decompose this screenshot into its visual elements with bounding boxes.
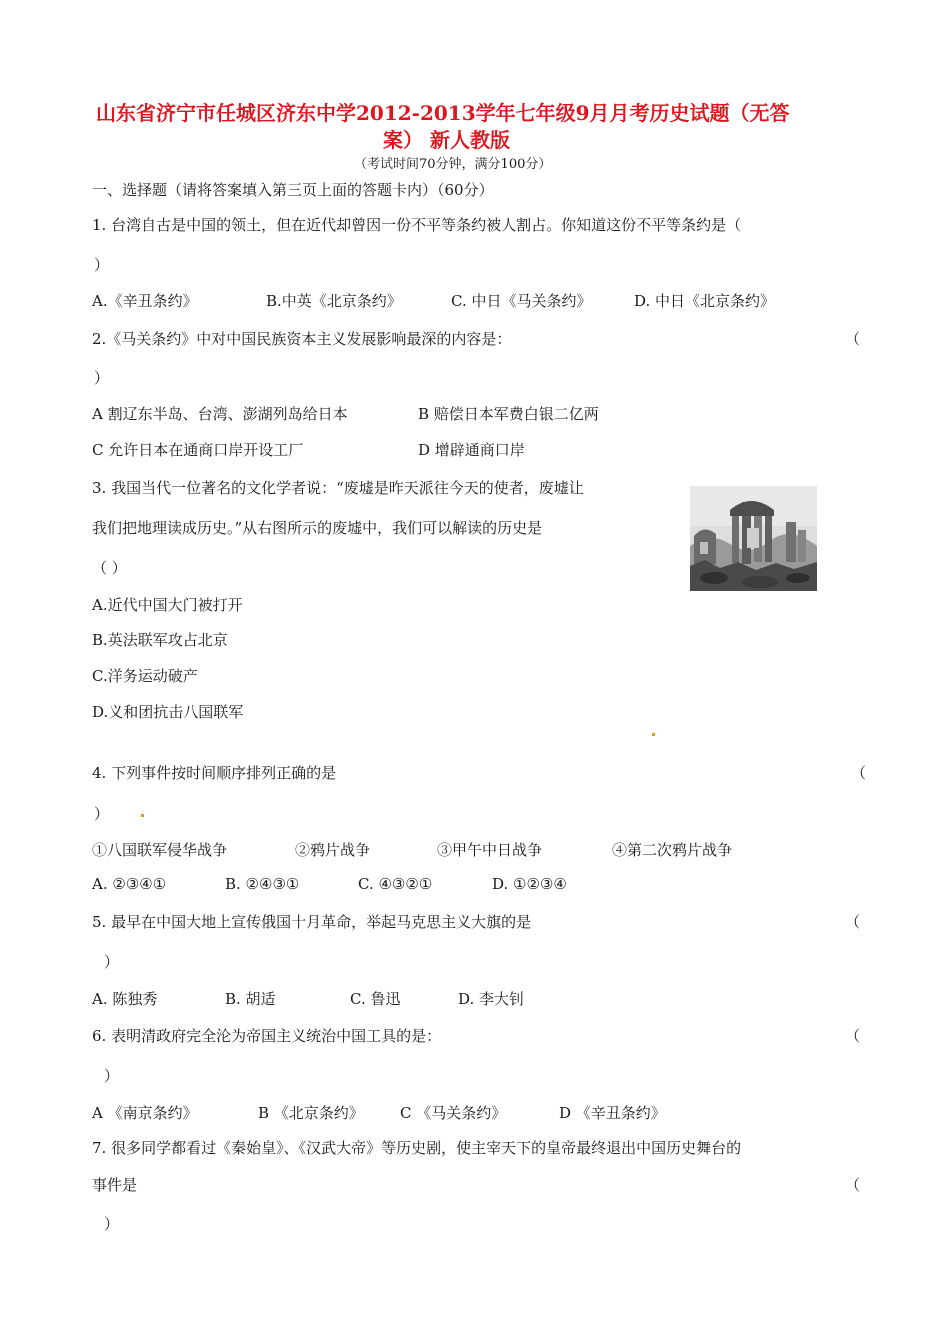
question-3-stem-line1: 3. 我国当代一位著名的文化学者说：“废墟是昨天派往今天的使者，废墟让 xyxy=(92,479,584,497)
question-7-open: （ xyxy=(845,1176,861,1194)
exam-info: （考试时间70分钟，满分100分） xyxy=(354,157,552,172)
question-5-open: （ xyxy=(845,913,861,931)
question-6-option-a: A 《南京条约》 xyxy=(92,1104,198,1122)
doc-title-line2: 案） 新人教版 xyxy=(383,128,510,152)
question-4-event-4: ④第二次鸦片战争 xyxy=(612,841,733,859)
question-7-stem-line1: 7. 很多同学都看过《秦始皇》、《汉武大帝》等历史剧，使主宰天下的皇帝最终退出中国历史舞台的 xyxy=(92,1139,742,1157)
question-2-option-c: C 允许日本在通商口岸开设工厂 xyxy=(92,441,304,459)
question-6-option-d: D 《辛丑条约》 xyxy=(559,1104,666,1122)
question-4-option-c: C. ④③②① xyxy=(358,875,433,893)
question-6-option-c: C 《马关条约》 xyxy=(400,1104,507,1122)
question-1-option-b: B.中英《北京条约》 xyxy=(266,292,402,310)
question-7-close: ） xyxy=(104,1215,120,1233)
question-2-stem: 2.《马关条约》中对中国民族资本主义发展影响最深的内容是： xyxy=(92,330,512,348)
question-5-option-a: A. 陈独秀 xyxy=(92,990,158,1008)
question-4-option-a: A. ②③④① xyxy=(92,875,167,893)
question-2-option-a: A 割辽东半岛、台湾、澎湖列岛给日本 xyxy=(92,405,348,423)
question-4-event-1: ①八国联军侵华战争 xyxy=(92,841,228,859)
question-2-option-b: B 赔偿日本军费白银二亿两 xyxy=(418,405,599,423)
question-2-option-d: D 增辟通商口岸 xyxy=(418,441,525,459)
question-5-option-b: B. 胡适 xyxy=(225,990,276,1008)
question-7-stem-line2: 事件是 xyxy=(92,1176,138,1194)
question-4-event-3: ③甲午中日战争 xyxy=(437,841,543,859)
ruins-illustration xyxy=(690,486,817,591)
question-2-open: （ xyxy=(845,330,861,348)
question-1-option-a: A.《辛丑条约》 xyxy=(92,292,198,310)
ruins-photo xyxy=(690,486,817,591)
question-6-stem: 6. 表明清政府完全沦为帝国主义统治中国工具的是： xyxy=(92,1027,442,1045)
question-3-option-a: A.近代中国大门被打开 xyxy=(92,596,243,614)
question-2-close: ） xyxy=(94,369,110,387)
question-4-option-b: B. ②④③① xyxy=(225,875,300,893)
question-1-option-d: D. 中日《北京条约》 xyxy=(634,292,776,310)
question-1-option-c: C. 中日《马关条约》 xyxy=(451,292,592,310)
stray-mark xyxy=(652,733,655,736)
question-6-option-b: B 《北京条约》 xyxy=(258,1104,364,1122)
question-5-stem: 5. 最早在中国大地上宣传俄国十月革命，举起马克思主义大旗的是 xyxy=(92,913,532,931)
question-3-answer-blank: （ ） xyxy=(92,559,127,577)
question-4-close: ） xyxy=(94,805,110,823)
question-5-option-c: C. 鲁迅 xyxy=(350,990,401,1008)
question-4-option-d: D. ①②③④ xyxy=(492,875,567,893)
stray-mark xyxy=(141,814,144,817)
question-4-stem: 4. 下列事件按时间顺序排列正确的是 xyxy=(92,764,337,782)
question-6-close: ） xyxy=(104,1067,120,1085)
question-3-option-c: C.洋务运动破产 xyxy=(92,667,198,685)
question-3-option-b: B.英法联军攻占北京 xyxy=(92,631,228,649)
question-1-close: ） xyxy=(94,256,110,274)
doc-title-line1: 山东省济宁市任城区济东中学2012-2013学年七年级9月月考历史试题（无答 xyxy=(96,101,790,125)
question-5-option-d: D. 李大钊 xyxy=(458,990,525,1008)
question-3-stem-line2: 我们把地理读成历史。”从右图所示的废墟中，我们可以解读的历史是 xyxy=(92,519,543,537)
question-5-close: ） xyxy=(104,953,120,971)
question-3-option-d: D.义和团抗击八国联军 xyxy=(92,703,244,721)
question-1-stem: 1. 台湾自古是中国的领土，但在近代却曾因一份不平等条约被人割占。你知道这份不平等条约是（ xyxy=(92,216,742,234)
question-6-open: （ xyxy=(845,1027,861,1045)
question-4-open: （ xyxy=(851,764,867,782)
section-heading: 一、选择题（请将答案填入第三页上面的答题卡内）（60分） xyxy=(92,181,494,199)
question-4-event-2: ②鸦片战争 xyxy=(295,841,371,859)
